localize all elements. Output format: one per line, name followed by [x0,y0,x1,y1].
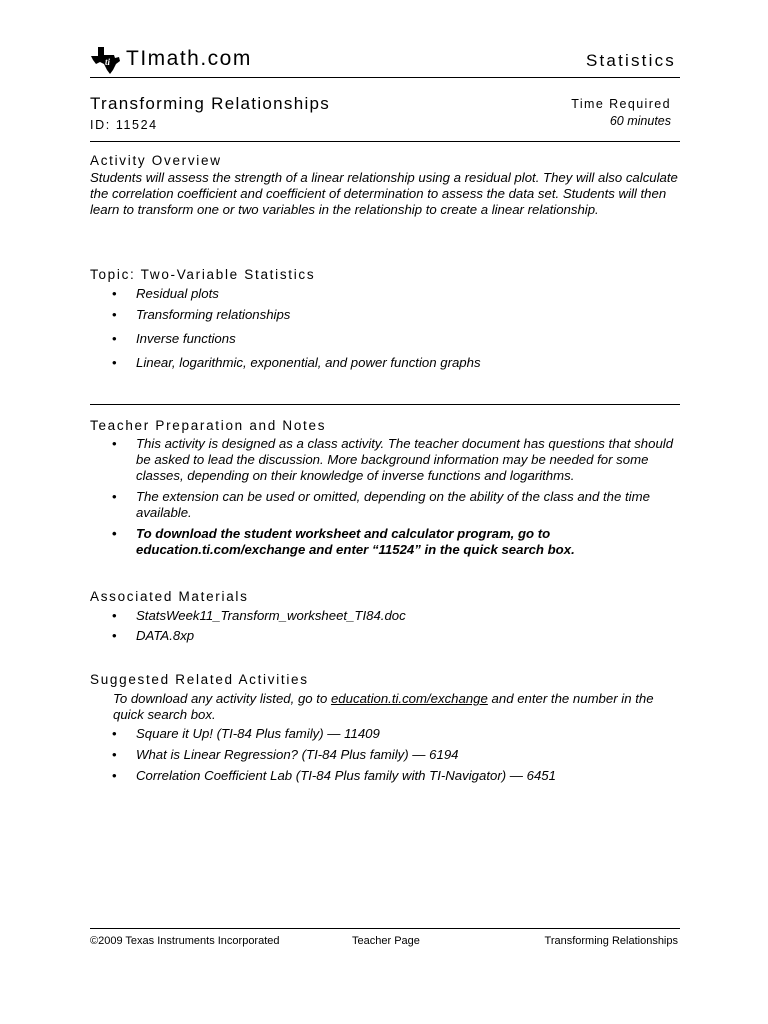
related-heading: Suggested Related Activities [90,672,309,687]
list-item: • Correlation Coefficient Lab (TI-84 Plus family with TI-Navigator) — 6451 [112,768,680,784]
time-required-value: 60 minutes [609,114,671,128]
related-intro-text-end: and enter the number in the quick search box. [113,691,654,722]
footer-page-type: Teacher Page [352,935,420,947]
list-item: • Linear, logarithmic, exponential, and power function graphs [112,355,680,371]
list-item: • The extension can be used or omitted, depending on the ability of the class and the time available. [112,489,680,521]
list-item: • Square it Up! (TI-84 Plus family) — 11409 [112,726,680,742]
list-item: • Transforming relationships [112,307,680,323]
materials-heading: Associated Materials [90,589,249,604]
related-intro [113,691,675,723]
teacher-notes-heading: Teacher Preparation and Notes [90,418,327,433]
related-intro-text: To download any activity listed, go to [113,691,331,706]
footer-copyright: ©2009 Texas Instruments Incorporated [90,935,280,947]
list-item: • Inverse functions [112,331,680,347]
section-divider [90,404,680,405]
overview-heading: Activity Overview [90,153,222,168]
list-item: • This activity is designed as a class activity. The teacher document has questions that should be asked to lead the discussion. More background information may be needed for some classes, depending on their knowledge of inverse functions and logarithms. [112,436,680,484]
footer-divider [90,928,680,929]
download-instructions: • To download the student worksheet and calculator program, go to education.ti.com/exchange and enter “11524” in the quick search box. [112,526,680,558]
teacher-notes-list [112,436,680,558]
title-divider [90,141,680,142]
header-divider [90,77,680,78]
list-item: • Residual plots [112,286,680,302]
svg-text:ti: ti [105,57,111,67]
texas-instruments-logo-icon [90,45,122,75]
overview-text: Students will assess the strength of a linear relationship using a residual plot. They will also calculate the correlation coefficient and coefficient of determination to assess the data set. Students will then learn to transform one or two variables in the relationship to create a linear relationship. [90,170,678,217]
exchange-link[interactable]: education.ti.com/exchange [330,691,488,706]
brand-name: TImath.com [126,47,252,70]
footer-title: Transforming Relationships [544,935,678,947]
list-item: • StatsWeek11_Transform_worksheet_TI84.doc [112,608,680,624]
topic-list [112,286,680,371]
related-list [112,726,680,784]
subject-label: Statistics [585,51,676,70]
list-item: • DATA.8xp [112,628,680,644]
materials-list [112,608,680,644]
page-title: Transforming Relationships [90,94,331,113]
list-item: • What is Linear Regression? (TI-84 Plus family) — 6194 [112,747,680,763]
time-required-label: Time Required [571,97,671,111]
topic-heading: Topic: Two-Variable Statistics [90,267,316,282]
activity-id: ID: 11524 [90,118,158,132]
